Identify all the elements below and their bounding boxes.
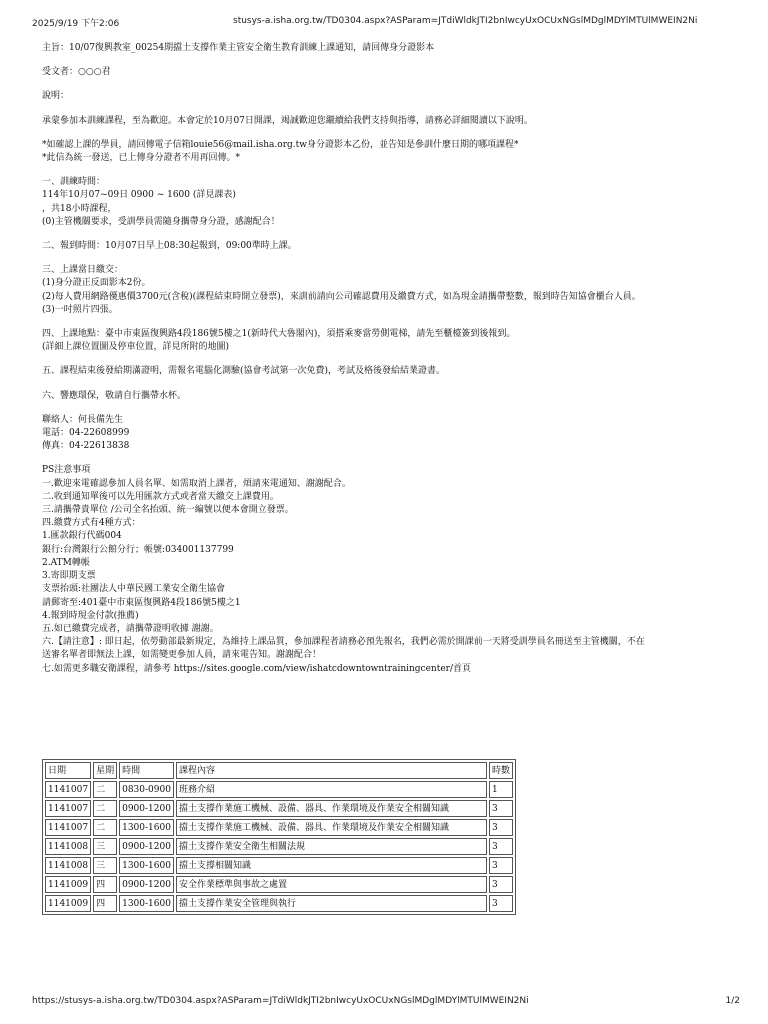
schedule-table (42, 759, 516, 915)
ps-title: PS注意事項 (42, 465, 91, 476)
ps-payment-item: 支票抬頭:社團法人中華民國工業安全衛生協會 (42, 584, 226, 595)
col-header-time: 時間 (119, 762, 174, 779)
cell-weekday: 四 (93, 895, 117, 912)
cell-course: 擋土支撐相關知識 (176, 857, 487, 874)
cell-date: 1141007 (45, 781, 91, 798)
col-header-weekday: 星期 (93, 762, 117, 779)
print-page-title: stusys-a.isha.org.tw/TD0304.aspx?ASParam=JTdiWldkJTI2bnIwcyUxOCUxNGslMDglMDYlMTUlMWEIN2Ni (233, 16, 698, 26)
print-footer-url: https://stusys-a.isha.org.tw/TD0304.aspx?ASParam=JTdiWldkJTI2bnIwcyUxOCUxNGslMDglMDYlMTUlMWEIN2Ni (32, 996, 529, 1006)
ps-item: 送審名單者即無法上課，如需變更參加人員，請來電告知。謝謝配合！ (42, 650, 322, 661)
cell-weekday: 二 (93, 800, 117, 817)
cell-course: 擋土支撐作業施工機械、設備、器具、作業環境及作業安全相關知識 (176, 800, 487, 817)
col-header-hours: 時數 (489, 762, 513, 779)
cell-time: 1300-1600 (119, 857, 174, 874)
ps-payment-item: 1.匯款銀行代碼004 (42, 531, 122, 542)
cell-time: 0900-1200 (119, 838, 174, 855)
section-3-line: (1)身分證正反面影本2份。 (42, 278, 151, 289)
section-5: 五、課程結束後發給期滿證明，需報名電腦化測驗(協會考試第一次免費)，考試及格後發給結業證書。 (42, 366, 446, 377)
cell-course: 擋土支撐作業施工機械、設備、器具、作業環境及作業安全相關知識 (176, 819, 487, 836)
notice-note-1: *如確認上課的學員，請回傳電子信箱louie56@mail.isha.org.tw身分證影本乙份，並告知是參訓什麼日期的哪項課程* (42, 139, 519, 150)
cell-weekday: 三 (93, 838, 117, 855)
cell-course: 安全作業標準與事故之處置 (176, 876, 487, 893)
section-4-line: 四、上課地點：臺中市東區復興路4段186號5樓之1(新時代大魯閣內)，須搭乘麥當勞側電梯，請先至櫃檯簽到後報到。 (42, 329, 516, 340)
cell-course: 班務介紹 (176, 781, 487, 798)
contact-person: 聯絡人：何長備先生 (42, 414, 124, 425)
cell-date: 1141009 (45, 876, 91, 893)
cell-time: 1300-1600 (119, 895, 174, 912)
training-center-link[interactable]: 七.如需更多職安衛課程，請參考 https://sites.google.com/view/ishatcdowntowntrainingcenter/首頁 (42, 663, 471, 674)
notice-subject: 主旨：10/07復興教室_00254期擋土支撐作業主管安全衛生教育訓練上課通知，請回傳身分證影本 (42, 43, 435, 53)
table-header-row (45, 762, 513, 779)
cell-hours: 3 (489, 800, 513, 817)
col-header-course: 課程內容 (176, 762, 487, 779)
ps-payment-item: 3.寄即期支票 (42, 571, 96, 582)
ps-item: 六.【請注意】: 即日起，依勞動部最新規定，為維持上課品質，參加課程者請務必預先報名，我們必需於開課前一天將受訓學員名冊送至主管機關，不在 (42, 637, 645, 648)
col-header-date: 日期 (45, 762, 91, 779)
section-1-line: 114年10月07~09日 0900 ~ 1600 (詳見課表) (42, 190, 236, 201)
section-6: 六、響應環保，敬請自行攜帶水杯。 (42, 390, 187, 401)
print-page-number: 1/2 (725, 996, 740, 1006)
table-row (45, 838, 513, 855)
section-1-title: 一、訓練時間： (42, 177, 106, 188)
table-row (45, 876, 513, 893)
cell-weekday: 二 (93, 781, 117, 798)
notice-explain-label: 說明： (42, 91, 70, 102)
cell-course: 擋土支撐作業安全衛生相關法規 (176, 838, 487, 855)
section-3-line: (2)每人費用網路優惠價3700元(含稅)(課程結束時開立發票)，來訓前請向公司確認費用及繳費方式，如為現金請攜帶整數，報到時告知協會櫃台人員。 (42, 291, 641, 302)
ps-item: 四.繳費方式有4種方式： (42, 518, 141, 529)
section-4-line: (詳細上課位置圖及停車位置，詳見所附的地圖) (42, 342, 230, 353)
cell-hours: 1 (489, 781, 513, 798)
section-1-line: (0)主管機關要求，受訓學員需隨身攜帶身分證，感謝配合！ (42, 216, 280, 227)
table-row (45, 895, 513, 912)
cell-date: 1141008 (45, 857, 91, 874)
cell-weekday: 四 (93, 876, 117, 893)
cell-hours: 3 (489, 895, 513, 912)
contact-fax: 傳真：04-22613838 (42, 441, 130, 452)
ps-item-link[interactable] (42, 663, 732, 676)
cell-course: 擋土支撐作業安全管理與執行 (176, 895, 487, 912)
notice-note-2: *此信為統一發送，已上傳身分證者不用再回傳。* (42, 153, 241, 164)
ps-item: 三.請攜帶貴單位 /公司全名抬頭、統一編號以便本會開立發票。 (42, 505, 294, 516)
cell-date: 1141009 (45, 895, 91, 912)
table-row (45, 819, 513, 836)
cell-date: 1141008 (45, 838, 91, 855)
section-2: 二、報到時間：10月07日早上08:30起報到，09:00準時上課。 (42, 241, 297, 252)
table-row (45, 800, 513, 817)
cell-hours: 3 (489, 819, 513, 836)
cell-hours: 3 (489, 876, 513, 893)
ps-item: 二.收到通知單後可以先用匯款方式或者當天繳交上課費用。 (42, 491, 279, 502)
ps-payment-item: 銀行:台灣銀行公館分行；帳號:034001137799 (42, 544, 234, 555)
ps-item: 五.如已繳費完成者，請攜帶證明收據 謝謝。 (42, 623, 219, 634)
cell-time: 0900-1200 (119, 876, 174, 893)
ps-payment-item: 請郵寄至:401臺中市東區復興路4段186號5樓之1 (42, 597, 241, 608)
cell-date: 1141007 (45, 819, 91, 836)
section-1-line: ，共18小時課程， (42, 203, 117, 214)
cell-weekday: 三 (93, 857, 117, 874)
cell-time: 0900-1200 (119, 800, 174, 817)
cell-hours: 3 (489, 838, 513, 855)
print-header (32, 16, 740, 29)
ps-payment-item: 2.ATM轉帳 (42, 557, 90, 568)
cell-hours: 3 (489, 857, 513, 874)
table-row (45, 857, 513, 874)
notice-intro: 承蒙參加本訓練課程，至為歡迎。本會定於10月07日開課，竭誠歡迎您繼續給我們支持與指導，請務必詳細閱讀以下說明。 (42, 115, 533, 126)
cell-date: 1141007 (45, 800, 91, 817)
ps-payment-item: 4.報到時現金付款(推薦) (42, 610, 139, 621)
cell-time: 0830-0900 (119, 781, 174, 798)
ps-item: 一.歡迎來電確認參加人員名單、如需取消上課者，煩請來電通知、謝謝配合。 (42, 478, 351, 489)
contact-phone: 電話：04-22608999 (42, 428, 130, 439)
notice-body (42, 42, 732, 676)
cell-weekday: 二 (93, 819, 117, 836)
section-3-title: 三、上課當日繳交： (42, 265, 124, 276)
table-row (45, 781, 513, 798)
cell-time: 1300-1600 (119, 819, 174, 836)
section-3-line: (3)一吋照片四張。 (42, 304, 118, 315)
print-footer (32, 996, 740, 1006)
print-datetime: 2025/9/19 下午2:06 (32, 19, 120, 29)
notice-recipient: 受文者：○○○君 (42, 67, 111, 78)
